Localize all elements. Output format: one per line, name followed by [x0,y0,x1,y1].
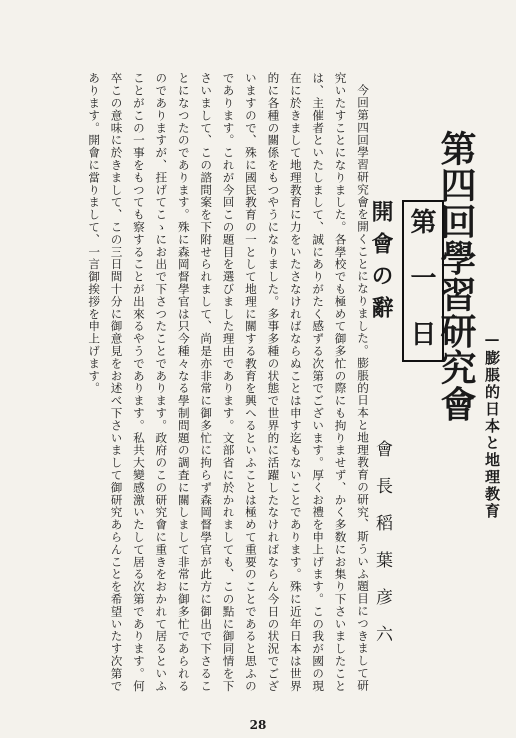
article-subtitle: —膨脹的日本と地理教育 [483,330,501,520]
body-text: 今回第四回學習研究會を開くことになりました。膨脹的日本と地理教育の研究、斯ういふ題目につきまして研究いたすことになりました。各學校でも極めて御多忙の際にも拘りませず、かく多数にお集り下さいましたことは、主催者といたしまして、誠にありがたく感ずる次第でございます。厚くお禮を申上げます。この我が國の現在に於きまして地理教育に力をいたさなければならぬことは申す迄もないことであります。殊に近年日本は世界的に各種の關係をもつやうになりました。多事多種の状態で世界的に活躍したなければならん今日の状況でございますので、殊に國民教育の一として地理に關する教育を興へるといふことは極めて重要のことであると思ふのであります。これが今回この題目を選びました理由であります。文部省に於かれましても、この點に御同情を下さいまして、この諮問案を下附せられまして、尚是亦非常に御多忙に拘らず森岡督學官が此方に御出で下さることになつたのであります。殊に森岡督學官は只今種々なる學制問題の調査に關しまして非常に御多忙であられるのでありますが、抂げてこゝにお出で下さつたことであります。政府のこの研究會に重きをおかれて居るといふことがこの一事をもつても察することが出來るやうであります。私共大變感激いたして居る次第であります。何卒この意味に於きまして、この三日間十分に御意見をお述べ下さいまして御研究あらんことを希望いたす次第であります。開會に當りまして、一言御挨拶を申上げます。 [87,72,370,692]
article-title: 第四回學習研究會 [435,130,477,422]
speech-title: 開會の辭 [368,200,394,328]
page-number: 28 [249,718,267,732]
day-label: 第一日 [406,208,436,376]
speaker-name: 會長稻葉彦六 [372,440,392,662]
